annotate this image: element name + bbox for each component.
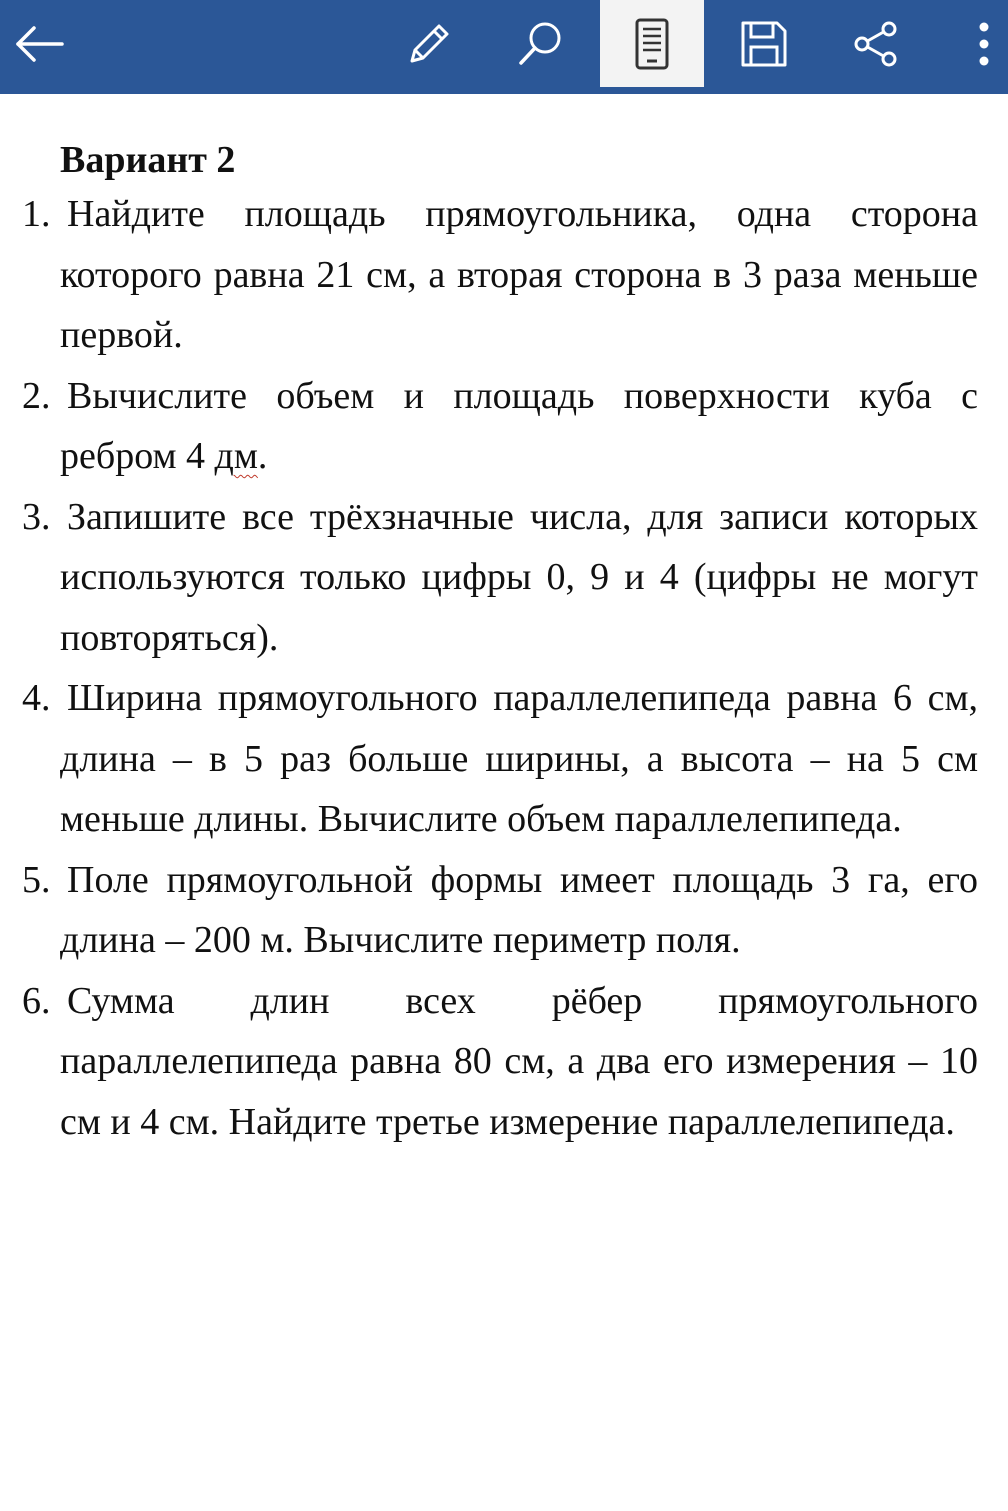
- document-page: [0, 94, 1008, 1511]
- question-text: Сумма длин всех рёбер прямоугольного параллелепипеда равна 80 см, а два его измерения – 10 см и 4 см. Найдите третье измерение параллелепипеда.: [60, 979, 978, 1143]
- vertical-dots-icon: [976, 19, 992, 69]
- pencil-icon: [404, 19, 454, 69]
- question-text: Поле прямоугольной формы имеет площадь 3 га, его длина – 200 м. Вычислите периметр поля.: [60, 858, 978, 961]
- arrow-left-icon: [14, 24, 66, 64]
- share-icon: [851, 19, 901, 69]
- more-options-button[interactable]: [960, 0, 1008, 87]
- question-number: 2.: [22, 374, 51, 417]
- question-number: 5.: [22, 858, 51, 901]
- app-toolbar: [0, 0, 1008, 94]
- question-number: 4.: [22, 677, 51, 719]
- question-item: [0, 668, 1008, 850]
- question-text: Ширина прямоугольного параллелепипеда равна 6 см, длина – в 5 раз больше ширины, а высота – на 5 см меньше длины. Вычислите объем параллелепипеда.: [60, 677, 978, 840]
- question-item: [0, 487, 1008, 669]
- search-icon: [515, 19, 565, 69]
- question-item: [0, 850, 1008, 971]
- question-number: 6.: [22, 979, 51, 1022]
- question-item: [0, 366, 1008, 487]
- reading-view-button[interactable]: [600, 0, 704, 87]
- edit-button[interactable]: [388, 0, 470, 87]
- save-button[interactable]: [724, 0, 804, 87]
- question-number: 1.: [22, 193, 51, 235]
- question-list: [0, 184, 1008, 1152]
- question-number: 3.: [22, 495, 51, 538]
- document-title: Вариант 2: [60, 139, 236, 181]
- question-item: [0, 971, 1008, 1153]
- spellcheck-flagged-word[interactable]: дм: [214, 435, 258, 477]
- document-view-icon: [634, 17, 670, 71]
- question-text: Найдите площадь прямоугольника, одна сторона которого равна 21 см, а вторая сторона в 3 раза меньше первой.: [60, 193, 978, 356]
- floppy-disk-icon: [739, 19, 789, 69]
- question-text-part: Вычислите объем и площадь поверхности куба с ребром 4: [60, 374, 978, 477]
- question-text: [60, 366, 978, 487]
- question-text-part: .: [257, 435, 268, 477]
- share-button[interactable]: [836, 0, 916, 87]
- question-text: Запишите все трёхзначные числа, для записи которых используются только цифры 0, 9 и 4 (цифры не могут повторяться).: [60, 495, 978, 659]
- search-button[interactable]: [500, 0, 580, 87]
- question-item: [0, 184, 1008, 366]
- back-button[interactable]: [0, 0, 80, 87]
